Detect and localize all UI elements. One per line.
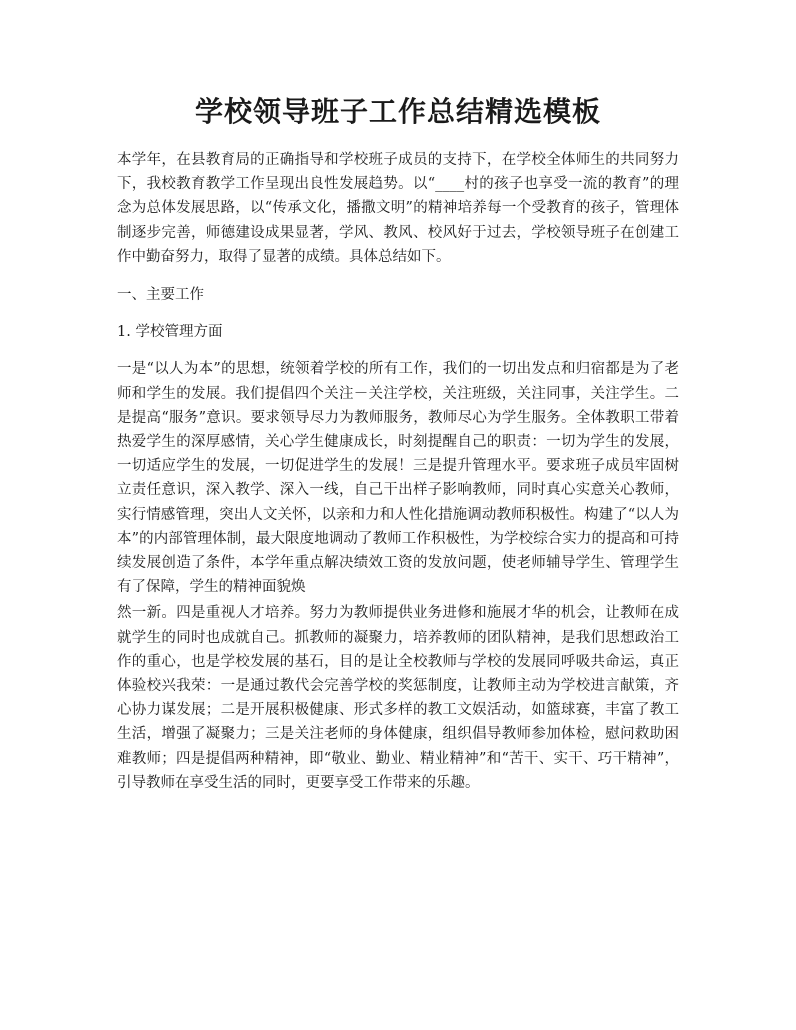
- intro-paragraph: 本学年，在县教育局的正确指导和学校班子成员的支持下，在学校全体师生的共同努力下，我校教育教学工作呈现出良性发展趋势。以“____村的孩子也享受一流的教育”的理念为总体发展思路，以“传承文化，播撒文明”的精神培养每一个受教育的孩子，管理体制逐步完善，师德建设成果显著，学风、教风、校风好于过去，学校领导班子在创建工作中勤奋努力，取得了显著的成绩。具体总结如下。: [117, 152, 679, 265]
- paragraph-2: 然一新。四是重视人才培养。努力为教师提供业务进修和施展才华的机会，让教师在成就学生的同时也成就自己。抓教师的凝聚力，培养教师的团队精神，是我们思想政治工作的重心，也是学校发展的基石，目的是让全校教师与学校的发展同呼吸共命运，真正体验校兴我荣：一是通过教代会完善学校的奖惩制度，让教师主动为学校进言献策，齐心协力谋发展；二是开展积极健康、形式多样的教工文娱活动，如篮球赛，丰富了教工生活，增强了凝聚力；三是关注老师的身体健康，组织倡导教师参加体检，慰问救助困难教师；四是提倡两种精神，即“敬业、勤业、精业精神”和“苦干、实干、巧干精神”，引导教师在享受生活的同时，更要享受工作带来的乐趣。: [117, 605, 679, 791]
- document-body: [117, 148, 679, 795]
- document-title: 学校领导班子工作总结精选模板: [194, 95, 601, 128]
- section-heading: 一、主要工作: [117, 287, 204, 304]
- paragraph-1: 一是“以人为本”的思想，统领着学校的所有工作，我们的一切出发点和归宿都是为了老师和学生的发展。我们提倡四个关注－关注学校，关注班级，关注同事，关注学生。二是提高“服务”意识。要求领导尽力为教师服务，教师尽心为学生服务。全体教职工带着热爱学生的深厚感情，关心学生健康成长，时刻提醒自己的职责：一切为学生的发展，一切适应学生的发展，一切促进学生的发展！三是提升管理水平。要求班子成员牢固树立责任意识，深入教学、深入一线，自己干出样子影响教师，同时真心实意关心教师，实行情感管理，突出人文关怀，以亲和力和人性化措施调动教师积极性。构建了“以人为本”的内部管理体制，最大限度地调动了教师工作积极性，为学校综合实力的提高和可持续发展创造了条件，本学年重点解决绩效工资的发放问题，使老师辅导学生、管理学生有了保障，学生的精神面貌焕: [117, 361, 679, 596]
- subsection-heading: 1. 学校管理方面: [117, 324, 223, 341]
